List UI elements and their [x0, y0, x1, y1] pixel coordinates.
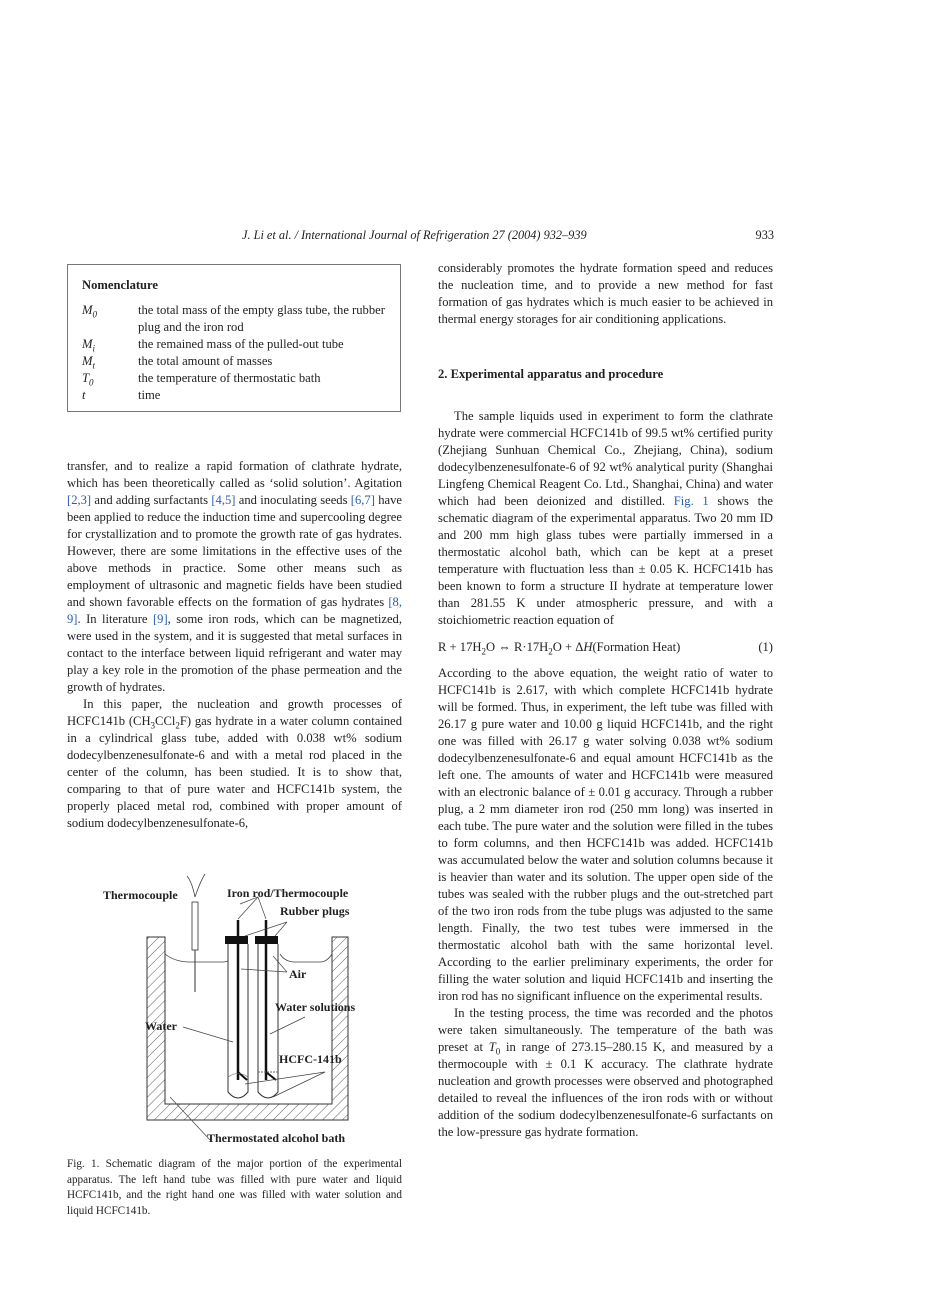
subscript: 3 [150, 720, 156, 731]
label-thermocouple: Thermocouple [103, 888, 178, 902]
nomenclature-row [82, 336, 386, 353]
text-run: R + 17H [438, 640, 482, 654]
text-run: CCl [155, 714, 176, 728]
nomenclature-definition: the total amount of masses [138, 354, 273, 368]
nomenclature-symbol [82, 353, 138, 370]
label-iron-rod: Iron rod/Thermocouple [227, 886, 349, 900]
equation-body [438, 639, 680, 656]
text-run: . In literature [77, 612, 153, 626]
symbol-subscript: 0 [89, 377, 94, 388]
symbol-letter: T [82, 371, 90, 385]
symbol-letter: t [82, 388, 86, 402]
text-run: F) gas hydrate in a water column contained in a cylindrical glass tube, added with 0.038 wt% sodium dodecylbenzenesulfonate-6 and with a metal rod placed in the center of the column, has been studied. It is to show that, comparing to that of pure water and HCFC141b system, the properly placed metal rod, combined with proper amount of sodium dodecylbenzenesulfonate-6, [67, 714, 402, 830]
nomenclature-box [67, 264, 401, 412]
text-run: (Formation Heat) [592, 640, 681, 654]
subscript: 2 [481, 646, 486, 657]
nomenclature-list [82, 302, 386, 404]
body-paragraph [438, 1005, 773, 1141]
running-header [242, 227, 774, 244]
nomenclature-definition: the temperature of thermostatic bath [138, 371, 321, 385]
text-run: In this paper, the nucleation and growth processes of HCFC141b (CH [67, 697, 402, 728]
nomenclature-row [82, 353, 386, 370]
subscript: 0 [495, 1046, 501, 1057]
citation-link[interactable]: [9] [152, 612, 168, 626]
citation-link[interactable]: [4,5] [211, 493, 236, 507]
text-run: shows the schematic diagram of the experimental apparatus. Two 20 mm ID and 200 mm high glass tubes were partially immersed in a thermostatic alcohol bath, which can be kept at a preset temperature with fluctuation less than ± 0.05 K. HCFC141b has been known to form a structure II hydrate at temperature lower than 281.55 K under atmospheric pressure, and with a stoichiometric reaction equation of [438, 494, 773, 627]
citation-link[interactable]: [8, 9] [67, 595, 402, 626]
figure-caption: Fig. 1. Schematic diagram of the major portion of the experimental apparatus. The left hand tube was filled with pure water and liquid HCFC141b, and the right hand one was filled with water solution and liquid HCFC141b. [67, 1158, 402, 1217]
left-tube [225, 920, 248, 1098]
left-column [67, 458, 402, 832]
nomenclature-row [82, 370, 386, 387]
subscript: 2 [175, 720, 180, 731]
nomenclature-definition: the total mass of the empty glass tube, the rubber plug and the iron rod [138, 303, 385, 334]
nomenclature-symbol [82, 370, 138, 387]
figure-1-schematic [95, 872, 385, 1152]
body-paragraph [438, 665, 773, 1005]
body-paragraph [438, 260, 773, 328]
nomenclature-symbol [82, 302, 138, 336]
text-run: in range of 273.15–280.15 K, and measured by a thermocouple with ± 0.1 K accuracy. The clathrate hydrate nucleation and growth processes were observed and photographed detailed to reveal the influences of the iron rods with or without addition of the sodium dodecylbenzenesulfonate-6 surfactants on the low-pressure gas hydrate formation. [438, 1040, 773, 1139]
citation-link[interactable]: [2,3] [67, 493, 92, 507]
symbol-letter: M [82, 354, 93, 368]
text-run: According to the above equation, the weight ratio of water to HCFC141b is 2.617, with which complete HCFC141b hydrate will be formed. Thus, in experiment, the left tube was filled with 26.17 g pure water and 10.00 g liquid HCFC141b, and the right one was filled with 26.17 g water solving 0.038 wt% sodium dodecylbenzenesulfonate-6 and equal amount HCFC141b as the left one. The amounts of water and HCFC141b were measured with an electronic balance of ± 0.01 g accuracy. Through a rubber plug, a 2 mm diameter iron rod (250 mm long) was inserted in each tube. The pure water and the solution were filled in the tubes to form columns, and then HCFC141b was added. HCFC141b was accumulated below the water and solution columns because it is heavier than water and its solution. The upper open side of the tubes was sealed with the rubber plugs and the out-stretched part of the two iron rods from the tube plugs was adjusted to the same length. Finally, the two test tubes were immersed in the thermostatic alcohol bath with the same horizontal level. According to the earlier preliminary experiments, the order for filling the water solution and liquid HCFC141b and inserting the iron rod has no significant influence on the experimental results. [438, 666, 773, 1003]
label-rubber-plugs: Rubber plugs [280, 904, 350, 918]
nomenclature-row [82, 302, 386, 336]
symbol-subscript: 0 [92, 309, 97, 320]
nomenclature-definition: the remained mass of the pulled-out tube [138, 337, 344, 351]
running-title: J. Li et al. / International Journal of Refrigeration 27 (2004) 932–939 [242, 228, 587, 242]
equation-number: (1) [758, 640, 773, 654]
nomenclature-row [82, 387, 386, 404]
text-run: O + Δ [552, 640, 584, 654]
text-run: O ⇔ R·17H [486, 640, 549, 654]
citation-link[interactable]: [6,7] [350, 493, 375, 507]
text-run: and inoculating seeds [235, 493, 351, 507]
text-run: In the testing process, the time was recorded and the photos were taken simultaneously. The temperature of the bath was preset at [438, 1006, 773, 1054]
right-column [438, 260, 773, 1141]
nomenclature-symbol [82, 336, 138, 353]
label-water: Water [145, 1019, 177, 1033]
label-air: Air [289, 967, 307, 981]
citation-link[interactable]: Fig. 1 [673, 494, 709, 508]
nomenclature-title: Nomenclature [82, 278, 159, 292]
text-run: and adding surfactants [91, 493, 212, 507]
equation-1 [438, 639, 773, 656]
italic-symbol: H [583, 640, 593, 654]
italic-symbol: T [488, 1040, 496, 1054]
label-hcfc: HCFC-141b [279, 1052, 342, 1066]
text-run: The sample liquids used in experiment to form the clathrate hydrate were commercial HCFC141b of 99.5 wt% certified purity (Zhejiang Sunhuan Chemical Co., Zhejiang, China), sodium dodecylbenzenesulfonate-6 of 92 wt% analytical purity (Shanghai Lingfeng Chemical Reagent Co. Ltd., Shanghai, China) and water which had been deionized and distilled. [438, 409, 773, 508]
symbol-subscript: i [92, 343, 96, 354]
text-run: transfer, and to realize a rapid formation of clathrate hydrate, which has been theoretically called as ‘solid solution’. Agitation [67, 459, 402, 490]
symbol-letter: M [82, 337, 93, 351]
label-bath: Thermostated alcohol bath [207, 1131, 345, 1145]
thermocouple [187, 874, 205, 992]
symbol-subscript: t [92, 360, 96, 371]
page-number: 933 [755, 228, 774, 242]
symbol-letter: M [82, 303, 93, 317]
nomenclature-definition: time [138, 388, 161, 402]
label-water-solutions: Water solutions [275, 1000, 356, 1014]
section-heading: 2. Experimental apparatus and procedure [438, 367, 664, 381]
text-run: , some iron rods, which can be magnetized, were used in the system, and it is suggested that metal surfaces in contact to the interface between liquid refrigerant and water may play a key role in the promotion of the phase permeation and the growth of hydrates. [67, 612, 402, 694]
text-run: considerably promotes the hydrate formation speed and reduces the nucleation time, and to provide a new method for fast formation of gas hydrates which is much easier to be achieved in thermal energy storages for air conditioning applications. [438, 261, 773, 326]
body-paragraph [438, 408, 773, 629]
body-paragraph [67, 696, 402, 832]
nomenclature-symbol [82, 387, 138, 404]
subscript: 2 [548, 646, 553, 657]
text-run: have been applied to reduce the induction time and supercooling degree for crystallization and to promote the growth rate of gas hydrates. However, there are some limitations in the effective uses of the above methods in practice. Some other means such as employment of ultrasonic and magnetic fields have been studied and shown favorable effects on the formation of gas hydrates [67, 493, 403, 609]
body-paragraph [67, 458, 402, 696]
